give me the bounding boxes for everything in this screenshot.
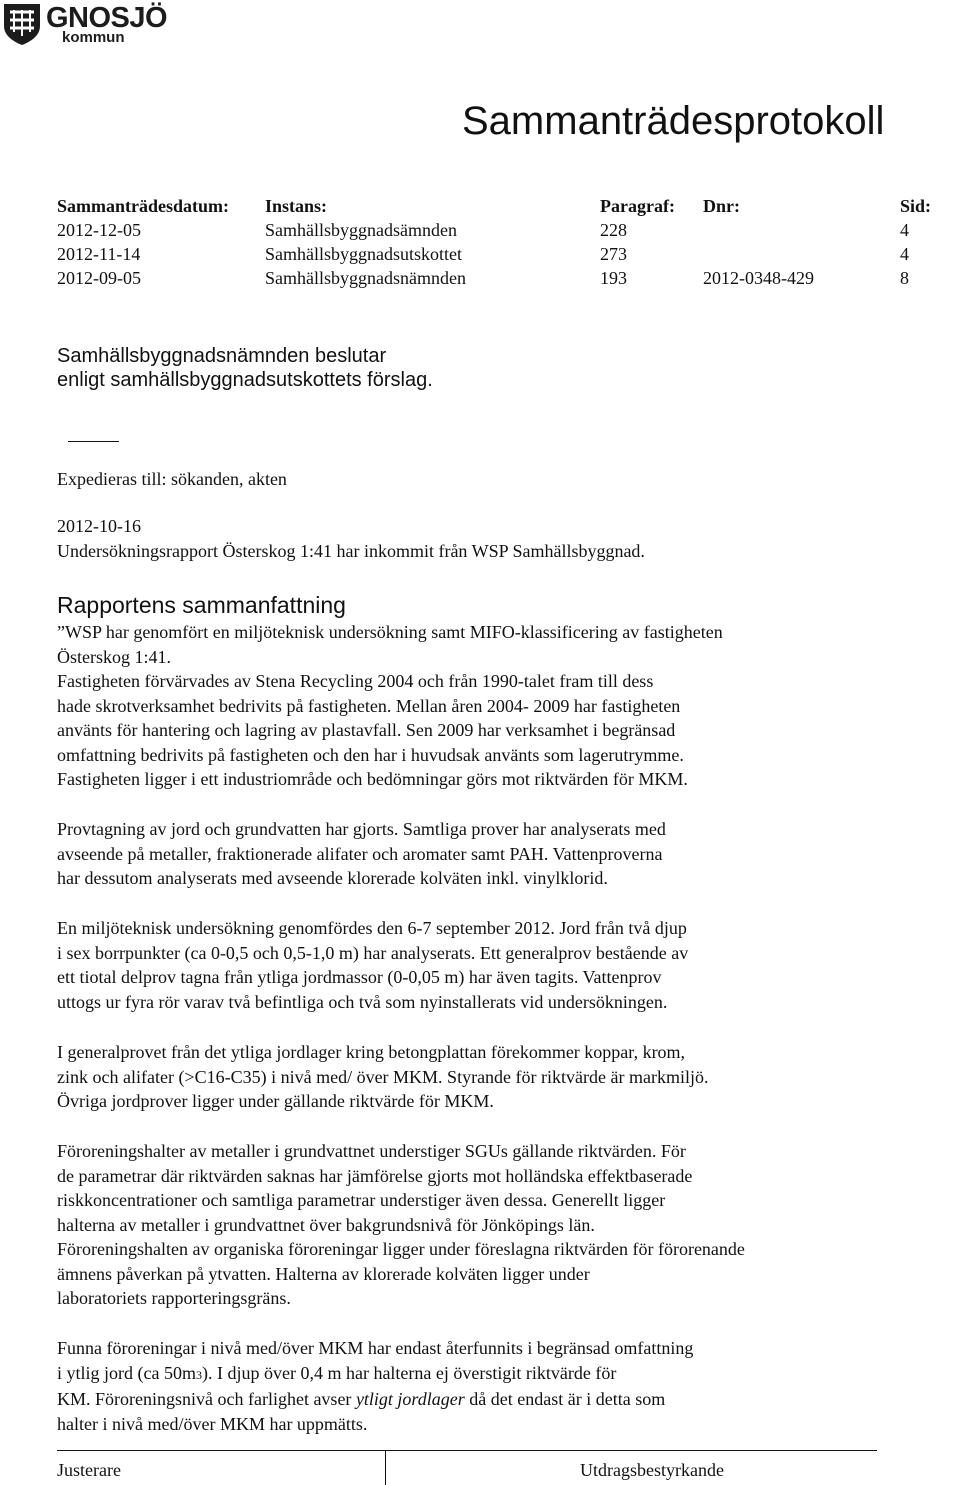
summary-intro-line-1: ”WSP har genomfört en miljöteknisk undersökning samt MIFO-klassificering av fastigheten xyxy=(57,622,723,642)
text-line: avseende på metaller, fraktionerade alifater och aromater samt PAH. Vattenproverna xyxy=(57,843,663,864)
section-heading: Rapportens sammanfattning xyxy=(57,592,346,618)
meta-date: 2012-12-05 xyxy=(57,220,141,240)
text-line: Funna föroreningar i nivå med/över MKM har endast återfunnits i begränsad omfattning xyxy=(57,1338,694,1358)
text-line: hade skrotverksamhet bedrivits på fastigheten. Mellan åren 2004- 2009 har fastigheten xyxy=(57,695,681,716)
meta-header-row xyxy=(57,194,937,218)
text-line: laboratoriets rapporteringsgräns. xyxy=(57,1288,291,1308)
text-line: uttogs ur fyra rör varav två befintliga och två som nyinstallerats vid undersökningen. xyxy=(57,991,668,1012)
meta-header-dnr: Dnr: xyxy=(703,196,740,216)
meeting-meta-table xyxy=(57,194,937,290)
footer-separator xyxy=(385,1450,386,1485)
text-fragment: i ytlig jord (ca 50m xyxy=(57,1362,196,1383)
superscript: 3 xyxy=(195,1367,202,1382)
text-line: omfattning bedrivits på fastigheten och den har i huvudsak använts som lagerutrymme. xyxy=(57,744,684,765)
text-line: Fastigheten ligger i ett industriområde och bedömningar görs mot riktvärden för MKM. xyxy=(57,769,688,789)
entry-block xyxy=(57,514,917,563)
decision-line-2: enligt samhällsbyggnadsutskottets förslag. xyxy=(57,369,433,391)
table-row xyxy=(57,266,937,290)
summary-intro xyxy=(57,620,917,669)
footer-divider xyxy=(57,1450,877,1451)
divider xyxy=(68,441,119,442)
summary-paragraph-2 xyxy=(57,817,917,891)
footer-certification-label: Utdragsbestyrkande xyxy=(580,1460,724,1480)
summary-paragraph-1 xyxy=(57,669,917,792)
table-row xyxy=(57,218,937,242)
decision-block xyxy=(57,344,433,392)
entry-date: 2012-10-16 xyxy=(57,516,141,536)
decision-line-1: Samhällsbyggnadsnämnden beslutar xyxy=(57,345,387,367)
meta-page: 8 xyxy=(900,268,909,288)
meta-dnr: 2012-0348-429 xyxy=(703,268,814,288)
meta-header-instance: Instans: xyxy=(265,196,328,216)
text-line: ämnens påverkan på ytvatten. Halterna av klorerade kolväten ligger under xyxy=(57,1263,590,1284)
meta-page: 4 xyxy=(900,220,909,240)
text-line: Övriga jordprover ligger under gällande riktvärde för MKM. xyxy=(57,1091,494,1111)
text-line: En miljöteknisk undersökning genomfördes den 6-7 september 2012. Jord från två djup xyxy=(57,918,687,938)
summary-paragraph-5 xyxy=(57,1139,917,1311)
meta-instance: Samhällsbyggnadsnämnden xyxy=(265,268,466,288)
text-line xyxy=(57,1361,917,1388)
logo-wordmark: GNOSJÖ xyxy=(46,2,168,34)
table-row xyxy=(57,242,937,266)
text-line: har dessutom analyserats med avseende klorerade kolväten inkl. vinylklorid. xyxy=(57,868,608,888)
meta-page: 4 xyxy=(900,244,909,264)
meta-instance: Samhällsbyggnadsämnden xyxy=(265,220,457,240)
municipal-crest-icon xyxy=(2,2,42,46)
footer-adjuster-label: Justerare xyxy=(57,1460,121,1480)
logo-subtext: kommun xyxy=(62,29,125,46)
meta-header-paragraph: Paragraf: xyxy=(600,196,675,216)
summary-paragraph-6 xyxy=(57,1336,917,1436)
dispatch-note: Expedieras till: sökanden, akten xyxy=(57,469,287,489)
text-line: ett tiotal delprov tagna från ytliga jordmassor (0-0,05 m) har även tagits. Vattenprov xyxy=(57,967,662,987)
text-line: i sex borrpunkter (ca 0-0,5 och 0,5-1,0 m) har analyserats. Ett generalprov bestående av xyxy=(57,942,689,963)
text-fragment: då det endast är i detta som xyxy=(464,1389,666,1409)
text-fragment: ). I djup över 0,4 m har halterna ej överstigit riktvärde för xyxy=(201,1362,617,1383)
meta-paragraph: 273 xyxy=(600,244,627,264)
meta-header-date: Sammanträdesdatum: xyxy=(57,196,230,216)
text-line: riskkoncentrationer och samtliga parametrar understiger även dessa. Generellt ligger xyxy=(57,1190,666,1210)
text-line xyxy=(57,1387,917,1412)
municipality-logo xyxy=(2,2,172,48)
text-line: Föroreningshalten av organiska föroreningar ligger under föreslagna riktvärden för förorenande xyxy=(57,1239,745,1259)
meta-instance: Samhällsbyggnadsutskottet xyxy=(265,244,462,264)
page-title: Sammanträdesprotokoll xyxy=(462,99,885,143)
text-line: använts för hantering och lagring av plastavfall. Sen 2009 har verksamhet i begränsad xyxy=(57,720,676,740)
text-line: halter i nivå med/över MKM har uppmätts. xyxy=(57,1413,368,1434)
text-line: halterna av metaller i grundvattnet över bakgrundsnivå för Jönköpings län. xyxy=(57,1214,595,1235)
meta-paragraph: 228 xyxy=(600,220,627,240)
text-line: de parametrar där riktvärden saknas har jämförelse gjorts mot holländska effektbaserade xyxy=(57,1165,693,1186)
emphasis: ytligt jordlager xyxy=(355,1389,465,1409)
text-line: zink och alifater (>C16-C35) i nivå med/ över MKM. Styrande för riktvärde är markmiljö. xyxy=(57,1066,709,1087)
summary-paragraph-4 xyxy=(57,1040,917,1114)
meta-paragraph: 193 xyxy=(600,268,627,288)
text-line: Föroreningshalter av metaller i grundvattnet understiger SGUs gällande riktvärden. För xyxy=(57,1141,686,1161)
entry-text: Undersökningsrapport Österskog 1:41 har inkommit från WSP Samhällsbyggnad. xyxy=(57,540,645,561)
text-fragment: KM. Föroreningsnivå och farlighet avser xyxy=(57,1389,356,1409)
text-line: I generalprovet från det ytliga jordlager kring betongplattan förekommer koppar, krom, xyxy=(57,1042,686,1062)
text-line: Provtagning av jord och grundvatten har gjorts. Samtliga prover har analyserats med xyxy=(57,819,666,839)
text-line: Fastigheten förvärvades av Stena Recycling 2004 och från 1990-talet fram till dess xyxy=(57,671,654,691)
meta-date: 2012-09-05 xyxy=(57,268,141,288)
meta-date: 2012-11-14 xyxy=(57,244,141,264)
summary-intro-line-2: Österskog 1:41. xyxy=(57,646,171,667)
summary-paragraph-3 xyxy=(57,916,917,1014)
meta-header-page: Sid: xyxy=(900,196,932,216)
